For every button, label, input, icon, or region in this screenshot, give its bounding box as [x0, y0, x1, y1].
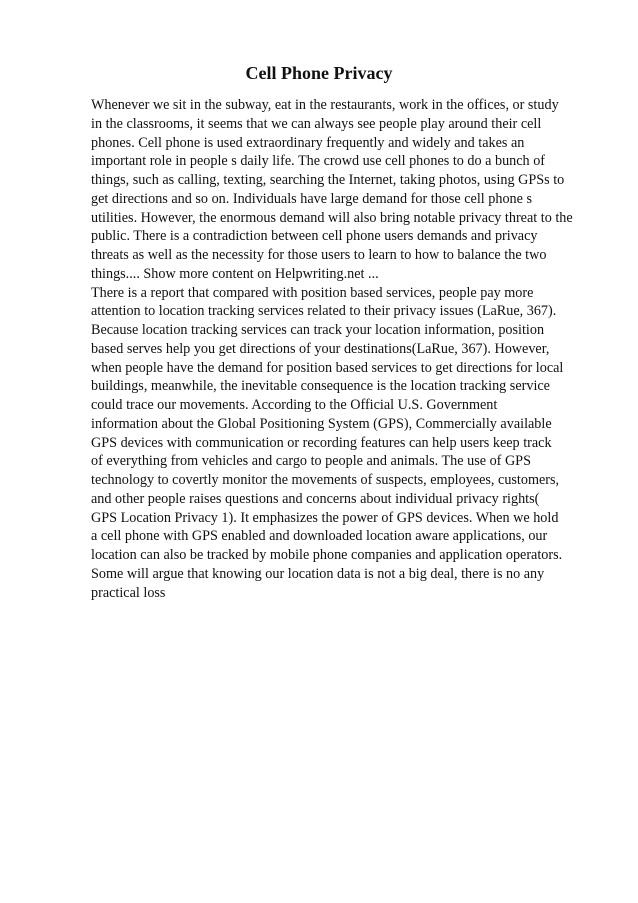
body-line: Whenever we sit in the subway, eat in the restaurants, work in the offices, or study [91, 97, 559, 113]
body-line: GPS Location Privacy 1). It emphasizes the power of GPS devices. When we hold [91, 509, 559, 526]
body-line: attention to location tracking services related to their privacy issues (LaRue, 367). [91, 303, 557, 320]
body-line: GPS devices with communication or recording features can help users keep track [91, 434, 552, 451]
body-line: could trace our movements. According to the Official U.S. Government [91, 397, 498, 413]
document-body [91, 96, 591, 602]
body-line: of everything from vehicles and cargo to people and animals. The use of GPS [91, 453, 531, 470]
body-line: phones. Cell phone is used extraordinary frequently and widely and takes an [91, 134, 525, 151]
document-title: Cell Phone Privacy [245, 63, 393, 83]
body-line: public. There is a contradiction between cell phone users demands and privacy [91, 228, 538, 245]
body-line: get directions and so on. Individuals have large demand for those cell phone s [91, 190, 533, 207]
body-line: in the classrooms, it seems that we can always see people play around their cell [91, 115, 542, 132]
body-line: information about the Global Positioning System (GPS), Commercially available [91, 415, 552, 432]
body-line: a cell phone with GPS enabled and downloaded location aware applications, our [91, 528, 548, 545]
body-line: Some will argue that knowing our location data is not a big deal, there is no any [91, 565, 545, 582]
body-line: important role in people s daily life. The crowd use cell phones to do a bunch of [91, 153, 546, 170]
body-line: Because location tracking services can track your location information, position [91, 322, 545, 338]
body-line: utilities. However, the enormous demand will also bring notable privacy threat to the [91, 209, 573, 226]
body-line: based serves help you get directions of your destinations(LaRue, 367). However, [91, 340, 550, 357]
body-line: buildings, meanwhile, the inevitable consequence is the location tracking service [91, 378, 550, 395]
body-line: practical loss [91, 584, 166, 601]
body-line: threats as well as the necessity for those users to learn to how to balance the two [91, 247, 547, 263]
body-line: when people have the demand for position based services to get directions for local [91, 359, 564, 376]
body-line: technology to covertly monitor the movements of suspects, employees, customers, [91, 472, 560, 488]
body-line: things, such as calling, texting, searching the Internet, taking photos, using GPSs to [91, 172, 565, 188]
body-line: and other people raises questions and concerns about individual privacy rights( [91, 490, 540, 507]
body-line: location can also be tracked by mobile phone companies and application operators. [91, 547, 563, 563]
body-line: things.... Show more content on Helpwriting.net ... [91, 265, 379, 282]
body-line: There is a report that compared with position based services, people pay more [91, 284, 534, 301]
